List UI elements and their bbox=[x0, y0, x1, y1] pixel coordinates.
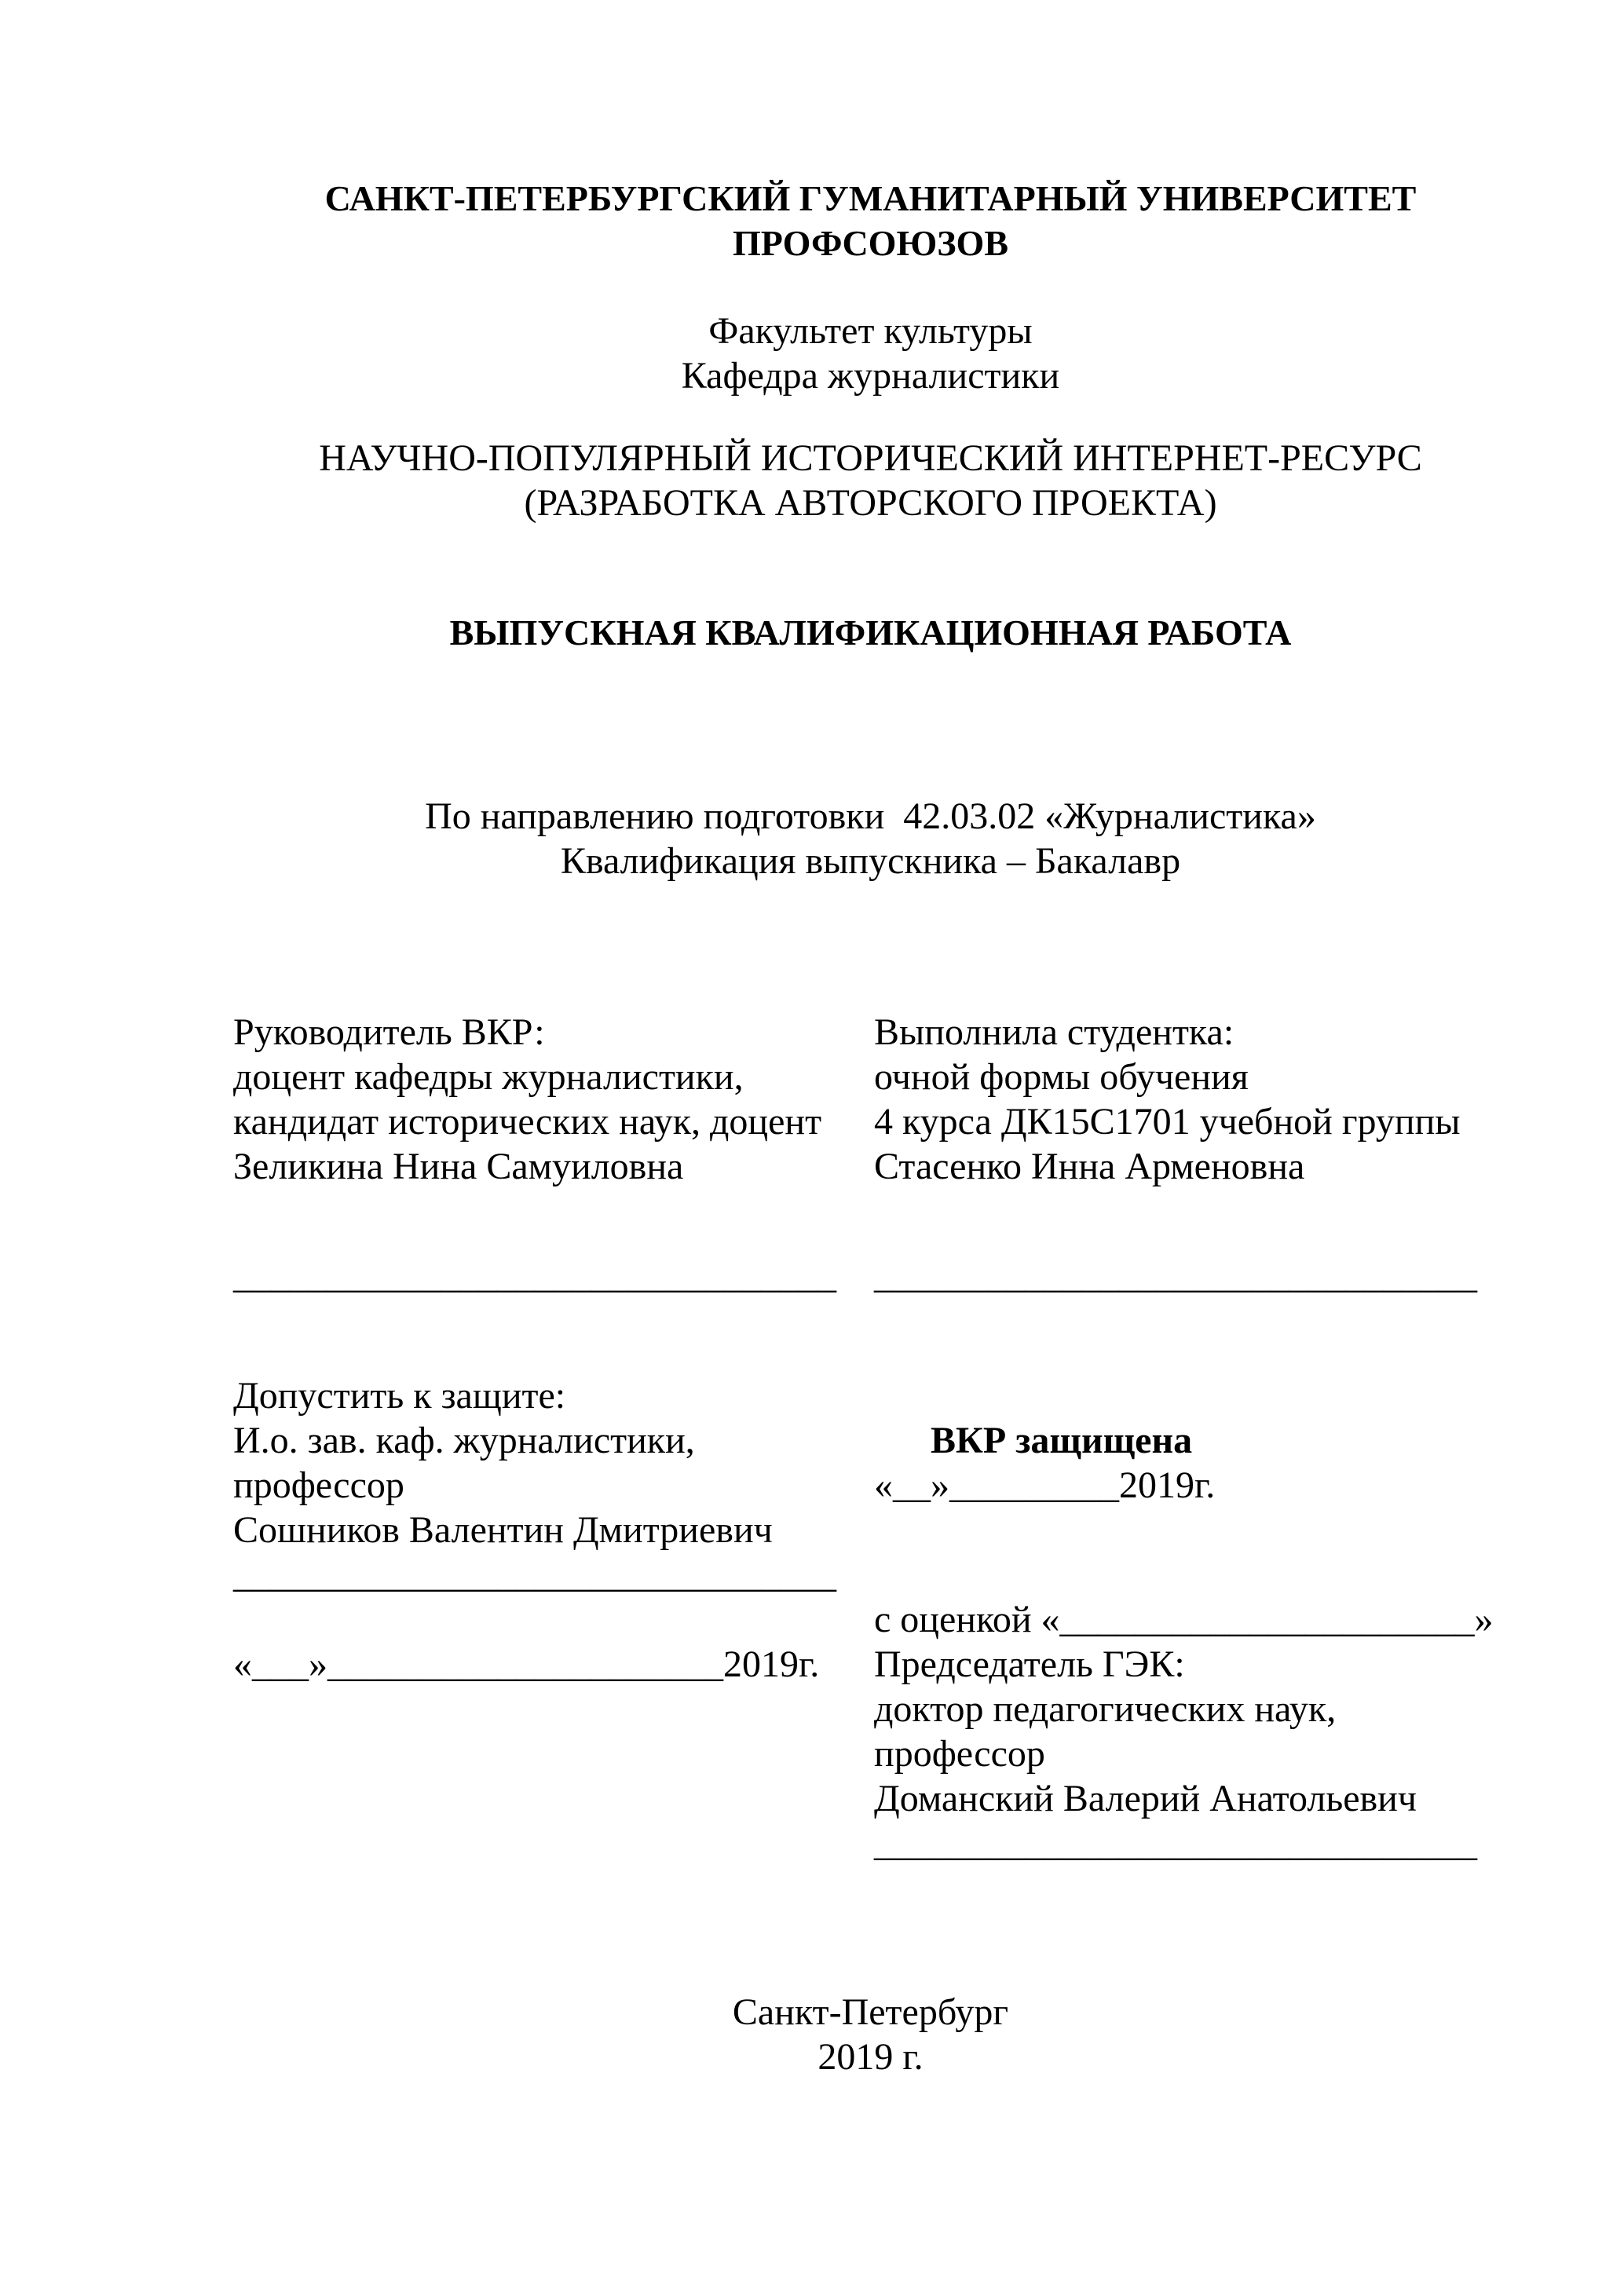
supervisor-signature bbox=[233, 1253, 874, 1298]
defense-status bbox=[874, 1373, 1512, 1552]
student-label: Выполнила студентка: bbox=[874, 1011, 1234, 1053]
program-info bbox=[233, 794, 1508, 883]
graduate-qualification: Квалификация выпускника – Бакалавр bbox=[560, 840, 1181, 882]
university-header bbox=[233, 176, 1508, 265]
supervisor-position: доцент кафедры журналистики, bbox=[233, 1056, 744, 1098]
footer bbox=[233, 1990, 1508, 2079]
admission-name: Сошников Валентин Дмитриевич bbox=[233, 1509, 773, 1551]
supervisor-degree: кандидат исторических наук, доцент bbox=[233, 1101, 822, 1143]
chairman-name: Доманский Валерий Анатольевич bbox=[874, 1778, 1417, 1819]
student-signature-line: ________________________________ bbox=[874, 1255, 1477, 1296]
spacer-line bbox=[233, 1597, 874, 1642]
defense-grade-line: с оценкой «______________________» bbox=[874, 1599, 1494, 1640]
supervisor-section bbox=[233, 1010, 874, 1189]
admission-section bbox=[233, 1373, 874, 1687]
supervisor-label: Руководитель ВКР: bbox=[233, 1011, 545, 1053]
defense-signature-line: ________________________________ bbox=[874, 1823, 1477, 1864]
admission-position: И.о. зав. каф. журналистики, bbox=[233, 1420, 695, 1461]
faculty-name: Факультет культуры bbox=[708, 310, 1033, 352]
student-section bbox=[874, 1010, 1512, 1189]
footer-year: 2019 г. bbox=[817, 2036, 924, 2078]
work-type bbox=[233, 610, 1508, 655]
university-name-line1: САНКТ-ПЕТЕРБУРГСКИЙ ГУМАНИТАРНЫЙ УНИВЕРСИТЕТ bbox=[324, 178, 1417, 218]
work-title-line1: НАУЧНО-ПОПУЛЯРНЫЙ ИСТОРИЧЕСКИЙ ИНТЕРНЕТ-РЕСУРС bbox=[319, 437, 1422, 479]
student-study-form: очной формы обучения bbox=[874, 1056, 1249, 1098]
chairman-rank: профессор bbox=[874, 1733, 1045, 1775]
work-title bbox=[233, 436, 1508, 525]
admission-date-line: «___»_____________________2019г. bbox=[233, 1643, 820, 1685]
program-direction: По направлению подготовки 42.03.02 «Журналистика» bbox=[425, 795, 1316, 837]
chairman-degree: доктор педагогических наук, bbox=[874, 1688, 1337, 1730]
admission-rank: профессор bbox=[233, 1464, 404, 1506]
supervisor-signature-line: ________________________________ bbox=[233, 1255, 836, 1296]
gek-chairman-label: Председатель ГЭК: bbox=[874, 1643, 1185, 1685]
supervisor-name: Зеликина Нина Самуиловна bbox=[233, 1146, 684, 1187]
admission-signature-line: ________________________________ bbox=[233, 1554, 836, 1596]
department-name: Кафедра журналистики bbox=[681, 355, 1060, 397]
defense-section bbox=[874, 1373, 1512, 1866]
footer-city: Санкт-Петербург bbox=[732, 1991, 1009, 2033]
student-name: Стасенко Инна Арменовна bbox=[874, 1146, 1305, 1187]
defense-status-label: ВКР защищена bbox=[931, 1420, 1193, 1461]
work-type-heading: ВЫПУСКНАЯ КВАЛИФИКАЦИОННАЯ РАБОТА bbox=[449, 612, 1292, 653]
defense-date-line: «__»_________2019г. bbox=[874, 1420, 1216, 1506]
admission-label: Допустить к защите: bbox=[233, 1375, 566, 1417]
university-name-line2: ПРОФСОЮЗОВ bbox=[733, 223, 1008, 263]
spacer-line bbox=[874, 1552, 1512, 1597]
student-group: 4 курса ДК15С1701 учебной группы bbox=[874, 1101, 1461, 1143]
student-signature bbox=[874, 1253, 1512, 1298]
work-title-line2: (РАЗРАБОТКА АВТОРСКОГО ПРОЕКТА) bbox=[524, 482, 1217, 524]
faculty-department bbox=[233, 309, 1508, 398]
